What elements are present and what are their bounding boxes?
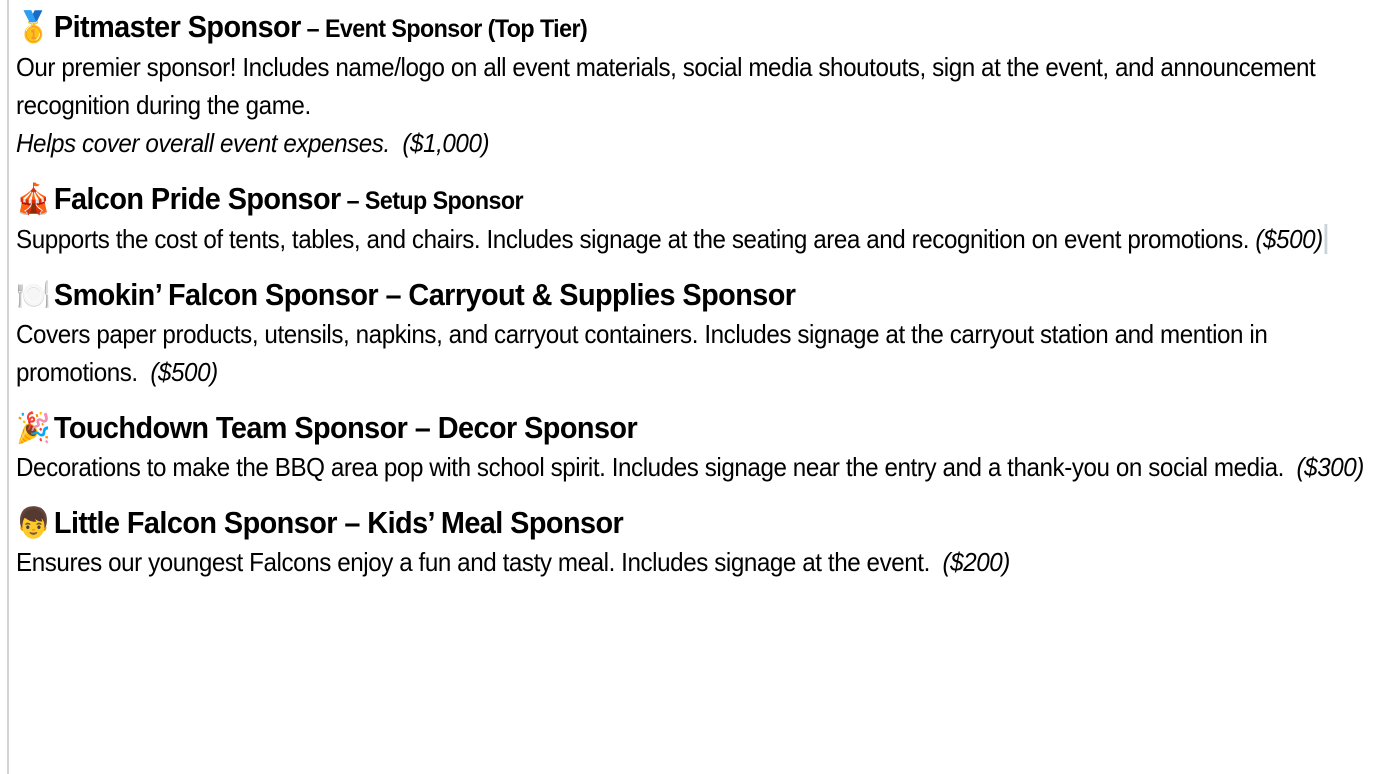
child-icon: 👦 [16, 507, 51, 540]
sponsor-description-block [16, 315, 1392, 391]
sponsor-subtitle: Carryout & Supplies Sponsor [408, 277, 796, 312]
sponsor-title: Touchdown Team Sponsor [53, 410, 408, 445]
sponsor-price: ($1,000) [402, 128, 490, 158]
medal-icon: 🥇 [16, 11, 51, 44]
sponsor-subtitle: Decor Sponsor [437, 410, 638, 445]
sponsor-subtitle: Event Sponsor (Top Tier) [324, 15, 588, 43]
sponsor-title: Little Falcon Sponsor [53, 505, 337, 540]
circus-tent-icon: 🎪 [16, 183, 51, 216]
plate-cutlery-icon: 🍽️ [16, 279, 51, 312]
sponsor-tier-falcon-pride [16, 180, 1391, 258]
sponsor-description-block [16, 48, 1392, 162]
sponsor-description: Decorations to make the BBQ area pop with school spirit. Includes signage near the entry and a thank-you on social media. [16, 452, 1284, 482]
sponsor-tier-touchdown-team [16, 409, 1391, 486]
sponsor-description: Ensures our youngest Falcons enjoy a fun and tasty meal. Includes signage at the event. [16, 547, 930, 577]
sponsor-heading [16, 8, 1295, 48]
sponsor-price: ($500) [1255, 224, 1323, 254]
sponsor-subtitle: Setup Sponsor [364, 187, 523, 215]
sponsor-description-block [16, 448, 1392, 486]
sponsor-description: Supports the cost of tents, tables, and chairs. Includes signage at the seating area and recognition on event promotions. [16, 224, 1250, 254]
sponsor-price: ($200) [942, 547, 1010, 577]
sponsor-tier-little-falcon [16, 504, 1391, 581]
sponsor-subtitle: Kids’ Meal Sponsor [367, 505, 624, 540]
heading-dash: – [407, 410, 438, 445]
party-popper-icon: 🎉 [16, 412, 51, 445]
sponsor-title: Falcon Pride Sponsor [53, 181, 341, 216]
sponsor-tier-smokin-falcon [16, 276, 1391, 391]
heading-dash: – [336, 505, 368, 540]
sponsor-description-block [16, 220, 1392, 258]
sponsor-list [16, 8, 1391, 599]
sponsor-description: Covers paper products, utensils, napkins, and carryout containers. Includes signage at the carryout station and mention in promotions. [16, 319, 1268, 387]
sponsor-heading [16, 180, 1295, 220]
heading-dash: – [378, 277, 409, 312]
sponsor-description: Our premier sponsor! Includes name/logo on all event materials, social media shoutouts, sign at the event, and announcement recognition during the game. [16, 52, 1316, 120]
sponsor-heading [16, 409, 1295, 448]
sponsor-price: ($300) [1296, 452, 1364, 482]
document-left-border [7, 0, 9, 774]
heading-dash: – [300, 15, 325, 43]
sponsor-price: ($500) [150, 357, 218, 387]
sponsor-heading [16, 504, 1295, 543]
heading-dash: – [340, 187, 365, 215]
sponsor-note: Helps cover overall event expenses. [16, 128, 390, 158]
text-cursor [1325, 224, 1328, 254]
sponsor-title: Smokin’ Falcon Sponsor [53, 277, 379, 312]
sponsor-heading [16, 276, 1295, 315]
sponsor-tier-pitmaster [16, 8, 1391, 162]
sponsor-description-block [16, 543, 1392, 581]
sponsor-title: Pitmaster Sponsor [53, 9, 301, 44]
